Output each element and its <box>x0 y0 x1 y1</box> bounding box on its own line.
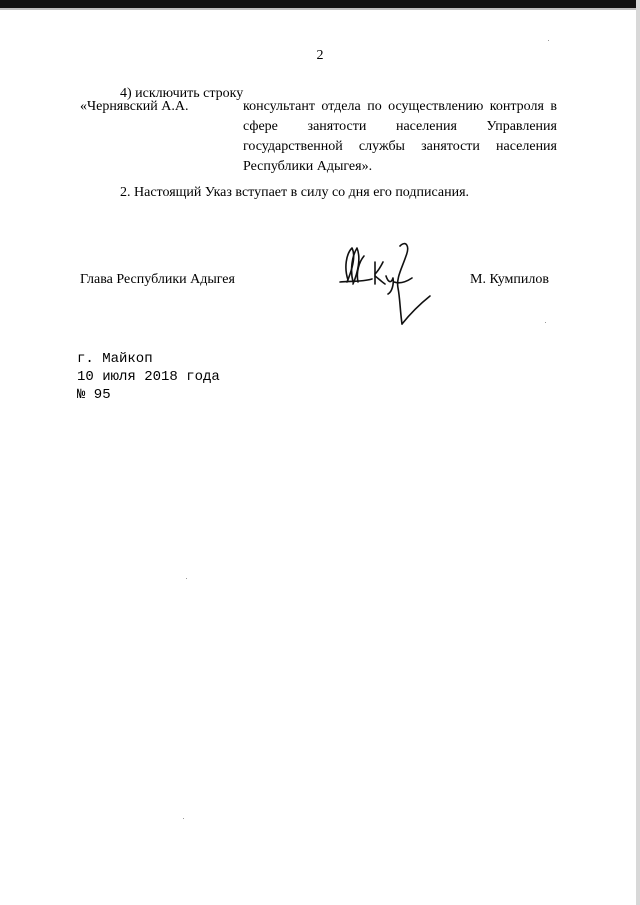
scan-speck <box>183 818 184 819</box>
scan-speck <box>548 40 549 41</box>
item-instruction: 4) исключить строку <box>120 86 244 101</box>
person-description: консультант отдела по осуществлению контроля в сфере занятости населения Управления государственной службы занятости населения Республики Адыгея». <box>243 99 557 174</box>
footer-number: № 95 <box>77 387 111 403</box>
signatory-name: М. Кумпилов <box>470 272 549 287</box>
footer-city: г. Майкоп <box>77 351 153 367</box>
person-name: «Чернявский А.А. <box>80 99 189 114</box>
scan-edge-right <box>636 0 640 905</box>
footer-date: 10 июля 2018 года <box>77 369 220 385</box>
page-number: 2 <box>316 48 324 63</box>
scan-edge-top-shadow <box>0 8 640 10</box>
scan-speck <box>186 578 187 579</box>
signatory-role: Глава Республики Адыгея <box>80 272 235 287</box>
paragraph-effective-date: 2. Настоящий Указ вступает в силу со дня его подписания. <box>120 185 470 200</box>
scan-edge-top <box>0 0 640 8</box>
document-footer <box>77 350 220 404</box>
scan-speck <box>545 322 546 323</box>
handwritten-signature <box>330 232 440 332</box>
